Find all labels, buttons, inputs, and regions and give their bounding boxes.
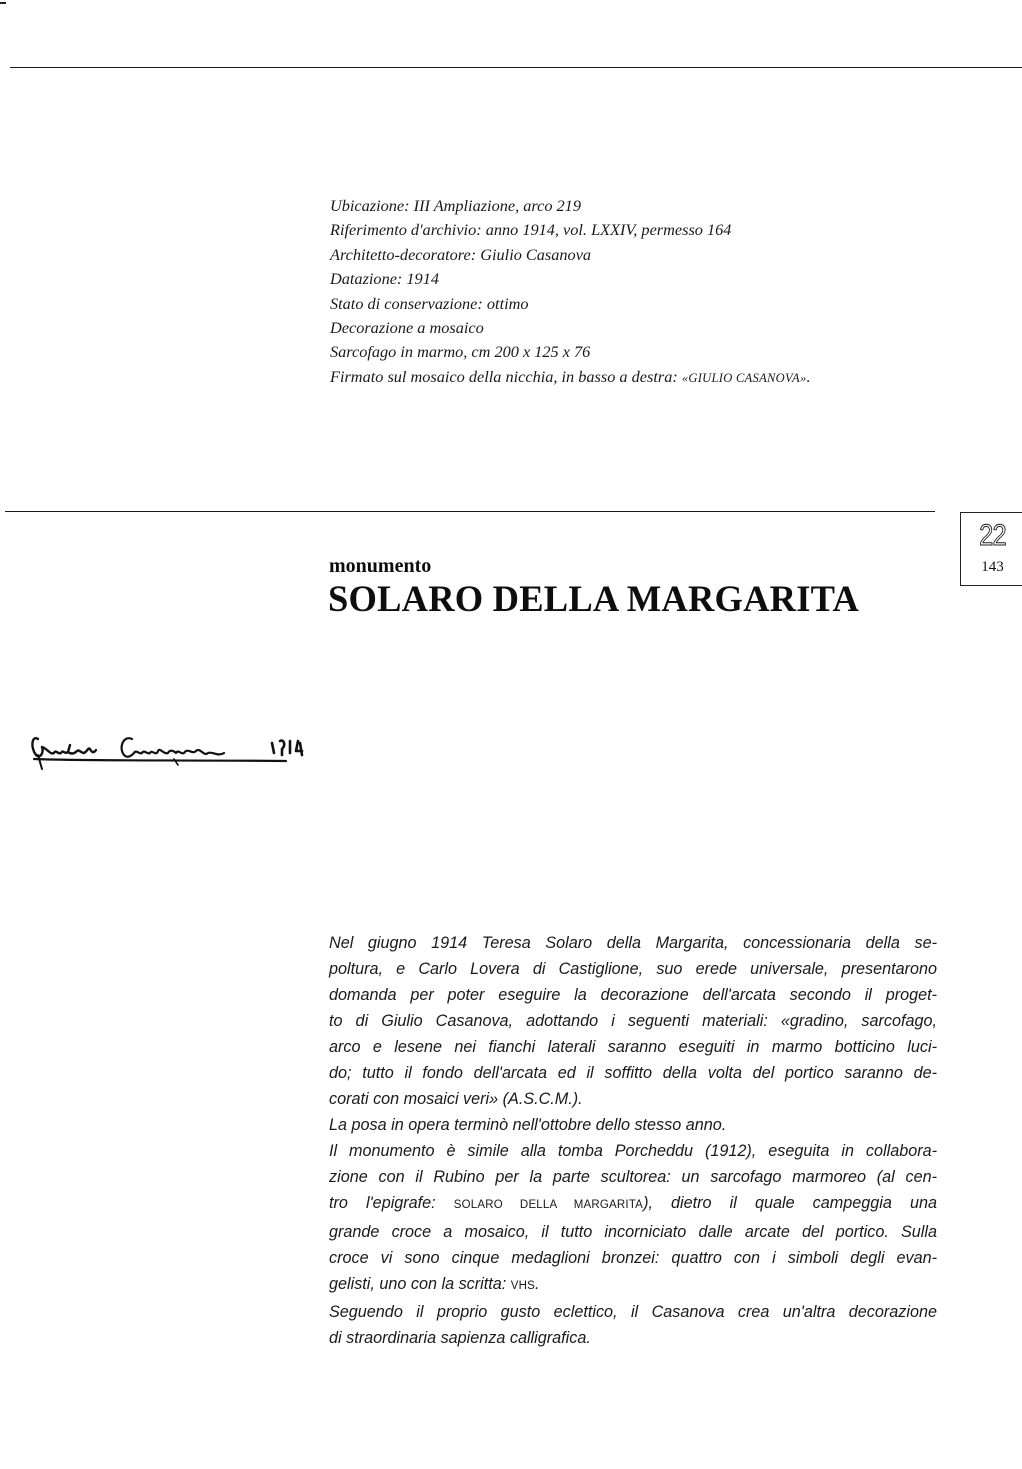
page-title: SOLARO DELLA MARGARITA [328,578,860,619]
signature-icon [28,725,328,775]
vhs-smallcaps: VHS [510,1279,535,1292]
epigraph-prefix: tro l'epigrafe: [329,1194,454,1213]
meta-dating: Datazione: 1914 [330,269,439,289]
body-line: Nel giugno 1914 Teresa Solaro della Margarita, concessionaria della se- [329,934,937,952]
body-line: poltura, e Carlo Lovera di Castiglione, suo erede universale, presentarono [329,960,937,979]
body-line-vhs [329,1271,937,1299]
body-line: domanda per poter eseguire la decorazione dell'arcata secondo il proget- [329,986,937,1005]
body-line: Il monumento è simile alla tomba Porcheddu (1912), eseguita in collabora- [329,1142,937,1161]
body-line: arco e lesene nei fianchi laterali saranno eseguiti in marmo botticino luci- [329,1038,937,1057]
vhs-prefix: gelisti, uno con la scritta: [329,1274,511,1293]
body-line: La posa in opera terminò nell'ottobre dello stesso anno. [329,1116,727,1135]
section-rule [5,511,935,512]
chapter-number: 22 [979,519,1006,552]
section-kicker: monumento [329,555,432,577]
epigraph-suffix: ), dietro il quale campeggia una [643,1194,937,1213]
meta-location: Ubicazione: III Ampliazione, arco 219 [330,196,581,215]
body-line: corati con mosaici veri» (A.S.C.M.). [329,1090,583,1109]
body-line: to di Giulio Casanova, adottando i seguenti materiali: «gradino, sarcofago, [329,1012,937,1031]
vhs-suffix: . [535,1274,540,1293]
catalog-metadata [330,194,950,390]
meta-signed-name: «GIULIO CASANOVA» [681,370,807,385]
body-line: di straordinaria sapienza calligrafica. [329,1328,591,1347]
chapter-page-box [960,512,1022,586]
meta-signed-prefix: Firmato sul mosaico della nicchia, in basso a destra: [330,366,682,386]
meta-signed [330,365,950,390]
body-line: croce vi sono cinque medaglioni bronzei: quattro con i simboli degli evan- [329,1248,937,1267]
body-text [329,930,937,1351]
body-line: Seguendo il proprio gusto eclettico, il Casanova crea un'altra decorazione [329,1302,937,1321]
meta-archive-reference: Riferimento d'archivio: anno 1914, vol. LXXIV, permesso 164 [330,220,732,240]
body-line: zione con il Rubino per la parte scultorea: un sarcofago marmoreo (al cen- [329,1168,937,1187]
body-line: grande croce a mosaico, il tutto incorniciato dalle arcate del portico. Sulla [329,1222,937,1241]
meta-signed-suffix: . [806,366,811,386]
handwritten-signature-image [28,725,328,775]
meta-architect: Architetto-decoratore: Giulio Casanova [330,244,592,264]
body-line: do; tutto il fondo dell'arcata ed il soffitto della volta del portico saranno de- [329,1064,937,1083]
meta-conservation: Stato di conservazione: ottimo [330,293,529,313]
scan-corner-mark [0,2,6,4]
epigraph-smallcaps: SOLARO DELLA MARGARITA [453,1199,644,1212]
meta-sarcophagus: Sarcofago in marmo, cm 200 x 125 x 76 [330,342,591,362]
body-line-epigraph [329,1190,937,1218]
top-rule [10,67,1022,68]
page-number: 143 [981,559,1004,575]
meta-decoration: Decorazione a mosaico [330,318,484,338]
